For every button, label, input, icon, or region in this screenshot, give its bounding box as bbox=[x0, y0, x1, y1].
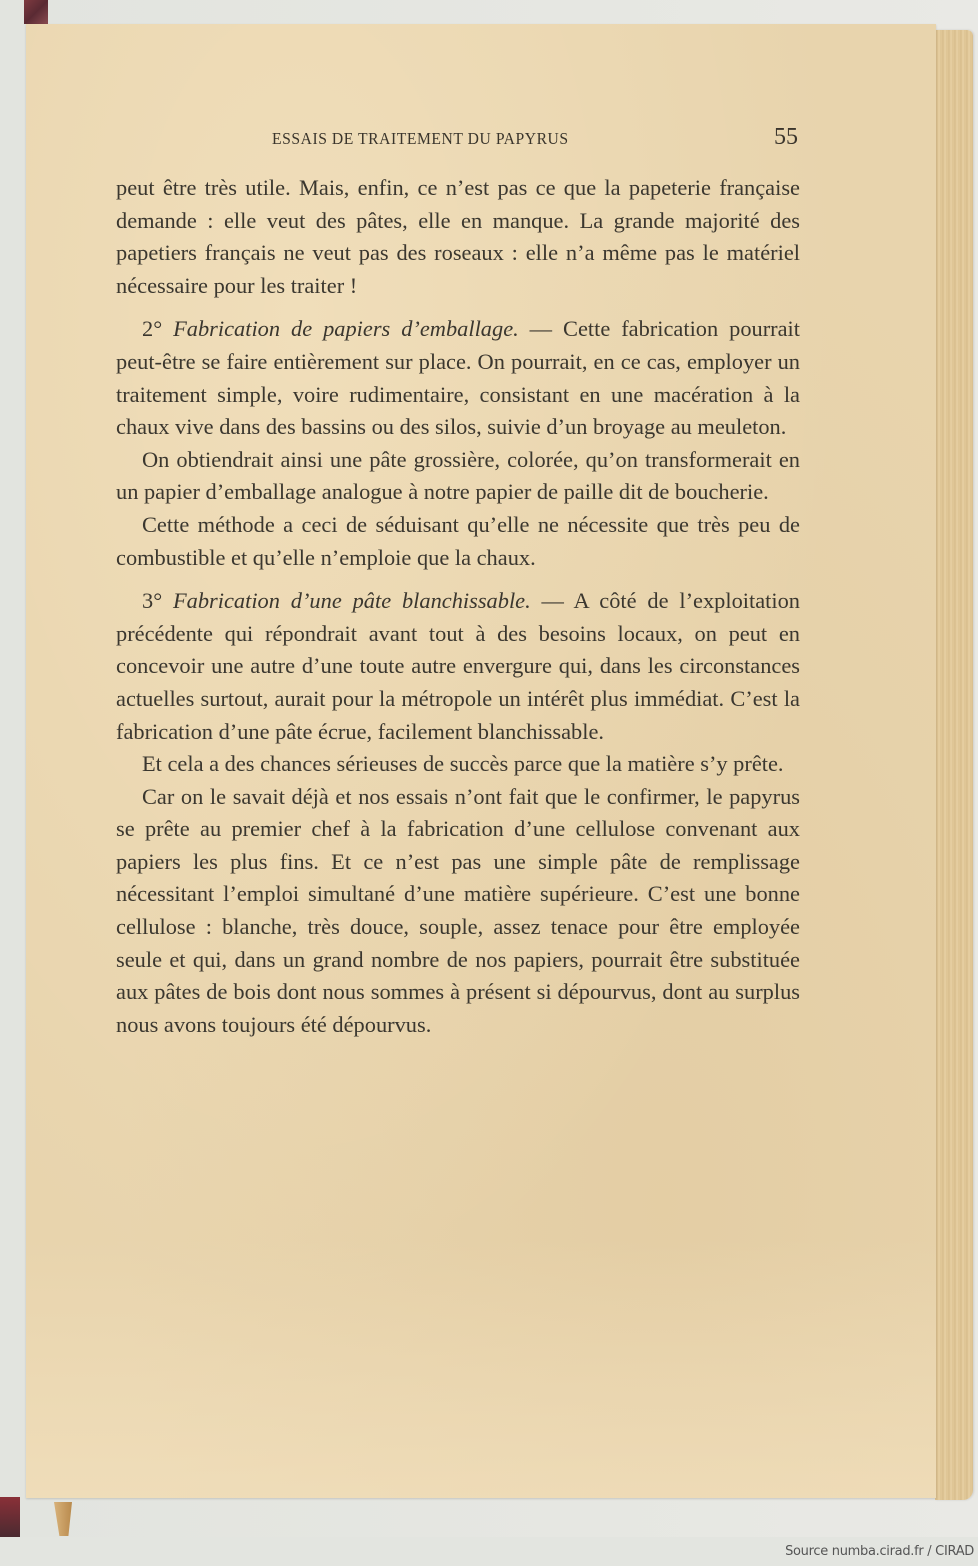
book-page bbox=[26, 24, 936, 1498]
paragraph-text: Car on le savait déjà et nos essais n’ont fait que le confirmer, le papyrus se prête au premier chef à la fabrication d’une cellulose convenant aux papiers les plus fins. Et ce n’est pas une simple pâte de remplissage nécessitant l’emploi simultané d’une matière supérieure. C’est une bonne cellulose : blanche, très douce, souple, assez tenace pour être employée seule et qui, dans un grand nombre de nos papiers, pourrait être substituée aux pâtes de bois dont nous sommes à présent si dépourvus, dont au surplus nous avons toujours été dépourvus. bbox=[116, 783, 800, 1037]
book-binding-bottom bbox=[0, 1497, 20, 1537]
running-header bbox=[26, 124, 936, 154]
paragraph-2-section bbox=[116, 313, 800, 443]
page-stack-edge bbox=[935, 30, 973, 1500]
body-text bbox=[116, 172, 800, 1041]
paragraph-text: On obtiendrait ainsi une pâte grossière, colorée, qu’on transformerait en un papier d’emballage analogue à notre papier de paille dit de boucherie. bbox=[116, 446, 800, 505]
paragraph-text: Et cela a des chances sérieuses de succès parce que la matière s’y prête. bbox=[142, 751, 784, 777]
paragraph-6 bbox=[116, 748, 800, 781]
paragraph-text: Cette méthode a ceci de séduisant qu’elle ne nécessite que très peu de combustible et qu’elle n’emploie que la chaux. bbox=[116, 511, 800, 570]
paragraph-3 bbox=[116, 444, 800, 509]
paragraph-4 bbox=[116, 509, 800, 574]
page-number: 55 bbox=[774, 124, 798, 150]
section-number: 2° bbox=[142, 316, 163, 342]
section-heading: Fabrication d’une pâte blanchissable. bbox=[172, 588, 531, 614]
paragraph-1 bbox=[116, 172, 800, 302]
source-credit: Source numba.cirad.fr / CIRAD bbox=[785, 1544, 974, 1559]
paragraph-text: — Cette fabrication pourrait peut-être se faire entièrement sur place. On pourrait, en ce cas, employer un traitement simple, voire rudimentaire, consistant en une macération à la chaux vive dans des bassins ou des silos, suivie d’un broyage au meuleton. bbox=[116, 316, 800, 440]
book-binding-top bbox=[24, 0, 48, 24]
section-heading: Fabrication de papiers d’emballage. bbox=[173, 316, 519, 342]
paragraph-5-section bbox=[116, 585, 800, 748]
section-number: 3° bbox=[142, 588, 163, 614]
paragraph-text: peut être très utile. Mais, enfin, ce n’est pas ce que la papeterie française demande : elle veut des pâtes, elle en manque. La grande majorité des papetiers français ne veut pas des roseaux : elle n’a même pas le matériel nécessaire pour les traiter ! bbox=[116, 175, 800, 298]
paragraph-text: — A côté de l’exploitation précédente qui répondrait avant tout à des besoins locaux, on peut en concevoir une autre d’une toute autre envergure qui, dans les circonstances actuelles surtout, aurait pour la métropole un intérêt plus immédiat. C’est la fabrication d’une pâte écrue, facilement blanchissable. bbox=[116, 588, 800, 744]
paragraph-7 bbox=[116, 781, 800, 1042]
running-title: ESSAIS DE TRAITEMENT DU PAPYRUS bbox=[272, 129, 569, 148]
